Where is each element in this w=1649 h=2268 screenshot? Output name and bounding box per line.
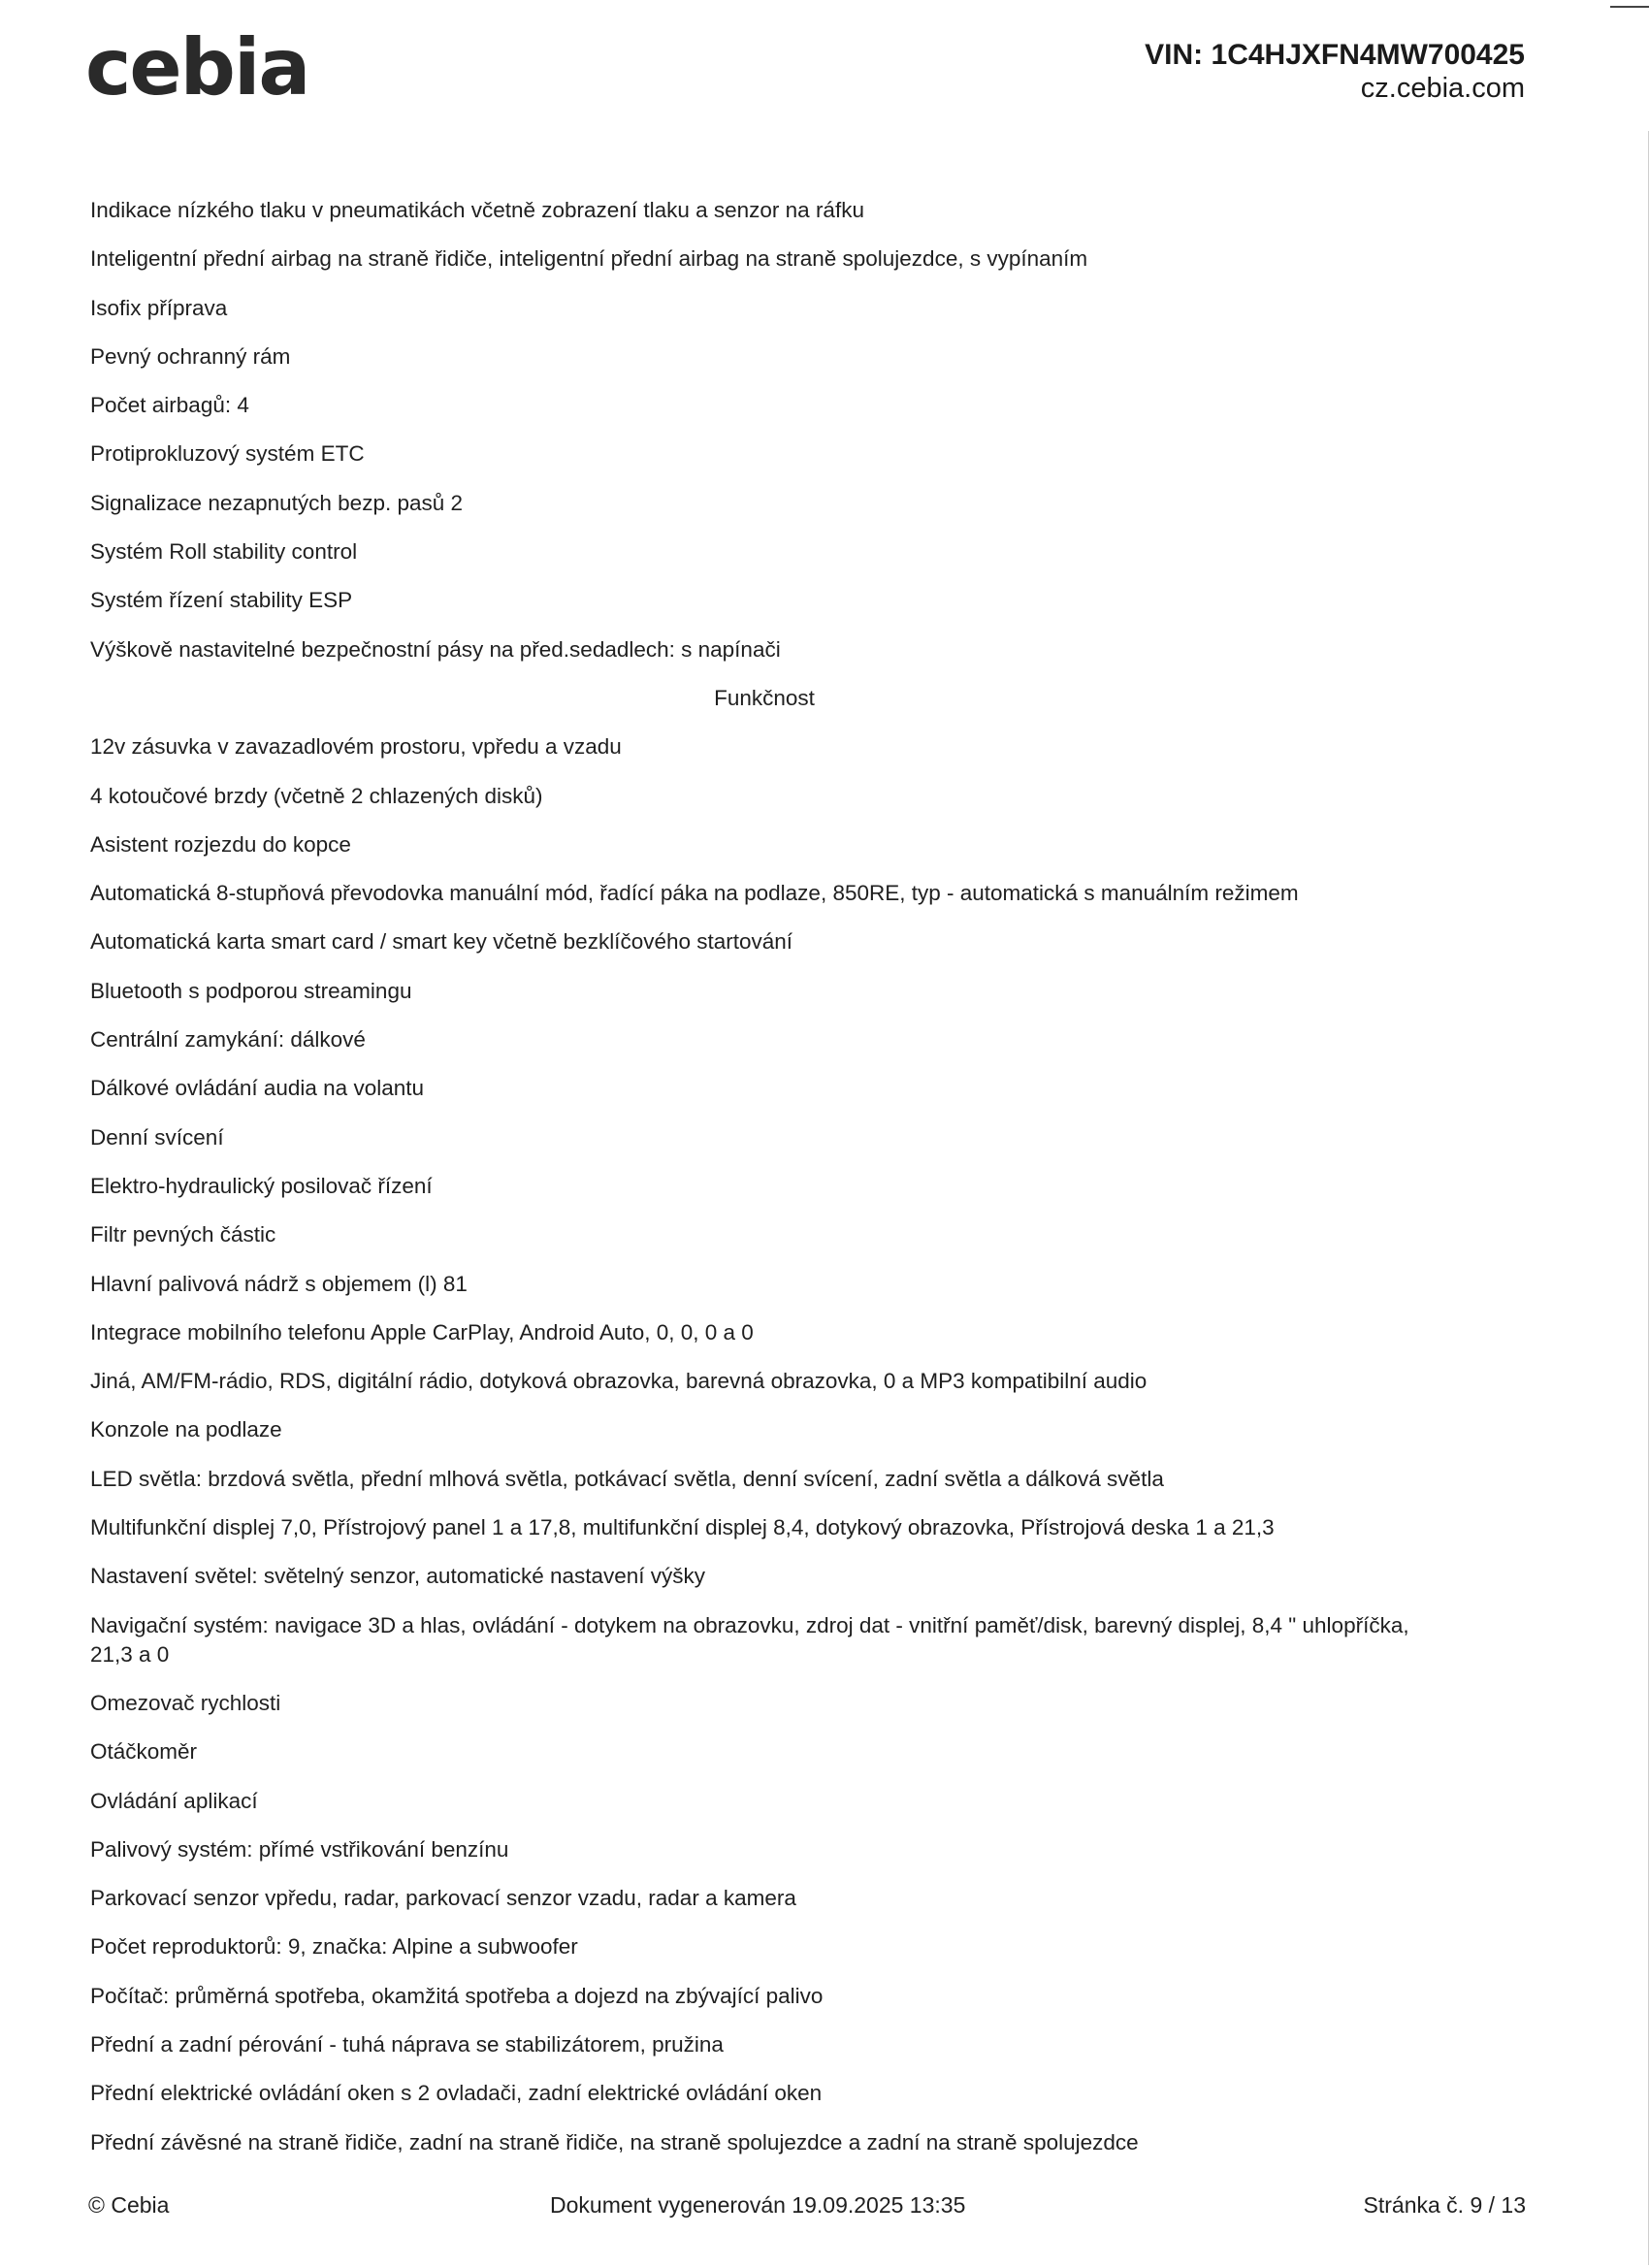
equipment-item: Denní svícení <box>90 1124 224 1150</box>
equipment-item: Počet reproduktorů: 9, značka: Alpine a subwoofer <box>90 1934 578 1960</box>
equipment-item: Inteligentní přední airbag na straně řidiče, inteligentní přední airbag na straně spolujezdce, s vypínaním <box>90 246 1088 272</box>
equipment-item: Automatická karta smart card / smart key včetně bezklíčového startování <box>90 929 793 955</box>
equipment-item: Počítač: průměrná spotřeba, okamžitá spotřeba a dojezd na zbývající palivo <box>90 1983 824 2008</box>
equipment-item: Isofix příprava <box>90 295 228 320</box>
equipment-item: Automatická 8-stupňová převodovka manuální mód, řadící páka na podlaze, 850RE, typ - automatická s manuálním režimem <box>90 881 1299 906</box>
vin-number: VIN: 1C4HJXFN4MW700425 <box>1145 39 1525 71</box>
equipment-item: Parkovací senzor vpředu, radar, parkovací senzor vzadu, radar a kamera <box>90 1886 796 1911</box>
equipment-item: Protiprokluzový systém ETC <box>90 441 365 467</box>
equipment-item: Systém řízení stability ESP <box>90 588 353 613</box>
equipment-item: Jiná, AM/FM-rádio, RDS, digitální rádio, dotyková obrazovka, barevná obrazovka, 0 a MP3 kompatibilní audio <box>90 1369 1148 1394</box>
equipment-item: Navigační systém: navigace 3D a hlas, ovládání - dotykem na obrazovku, zdroj dat - vnitřní paměť/disk, barevný displej, 8,4 " uhlopříčka, 21,3 a 0 <box>90 1612 1409 1667</box>
equipment-item: Ovládání aplikací <box>90 1788 258 1813</box>
equipment-item: Filtr pevných částic <box>90 1222 276 1247</box>
equipment-item: Konzole na podlaze <box>90 1417 282 1442</box>
equipment-item: LED světla: brzdová světla, přední mlhová světla, potkávací světla, denní svícení, zadní světla a dálková světla <box>90 1466 1164 1491</box>
equipment-item: Systém Roll stability control <box>90 539 358 565</box>
equipment-item: Elektro-hydraulický posilovač řízení <box>90 1173 433 1198</box>
equipment-item: Integrace mobilního telefonu Apple CarPlay, Android Auto, 0, 0, 0 a 0 <box>90 1319 754 1345</box>
footer-copyright: © Cebia <box>88 2192 170 2218</box>
equipment-item: 4 kotoučové brzdy (včetně 2 chlazených disků) <box>90 783 543 808</box>
equipment-item: Multifunkční displej 7,0, Přístrojový panel 1 a 17,8, multifunkční displej 8,4, dotykový obrazovka, Přístrojová deska 1 a 21,3 <box>90 1515 1275 1540</box>
site-url: cz.cebia.com <box>1360 73 1525 104</box>
equipment-item: Centrální zamykání: dálkové <box>90 1027 366 1053</box>
vin-block <box>1145 39 1525 105</box>
equipment-item: Signalizace nezapnutých bezp. pasů 2 <box>90 490 464 515</box>
equipment-item: Hlavní palivová nádrž s objemem (l) 81 <box>90 1271 468 1296</box>
section-heading-funkcnost: Funkčnost <box>714 685 815 710</box>
equipment-item: Asistent rozjezdu do kopce <box>90 831 351 857</box>
equipment-item: Bluetooth s podporou streamingu <box>90 978 412 1003</box>
page-header <box>0 0 1649 136</box>
equipment-item: Přední elektrické ovládání oken s 2 ovladači, zadní elektrické ovládání oken <box>90 2081 823 2106</box>
page-footer <box>0 2192 1649 2231</box>
footer-generated-date: Dokument vygenerován 19.09.2025 13:35 <box>550 2192 966 2218</box>
equipment-item: Nastavení světel: světelný senzor, automatické nastavení výšky <box>90 1564 706 1589</box>
equipment-item: Indikace nízkého tlaku v pneumatikách včetně zobrazení tlaku a senzor na ráfku <box>90 198 864 222</box>
equipment-item: Pevný ochranný rám <box>90 343 291 369</box>
equipment-item: Počet airbagů: 4 <box>90 393 249 418</box>
equipment-item: Výškově nastavitelné bezpečnostní pásy na před.sedadlech: s napínači <box>90 636 781 662</box>
equipment-item: 12v zásuvka v zavazadlovém prostoru, vpředu a vzadu <box>90 734 622 760</box>
cebia-logo: cebia <box>85 22 309 113</box>
equipment-item: Palivový systém: přímé vstřikování benzínu <box>90 1836 509 1862</box>
equipment-item: Otáčkoměr <box>90 1739 198 1765</box>
equipment-list <box>90 196 1468 2177</box>
equipment-item: Dálkové ovládání audia na volantu <box>90 1076 424 1101</box>
footer-page-number: Stránka č. 9 / 13 <box>1363 2192 1526 2218</box>
equipment-item: Přední a zadní pérování - tuhá náprava se stabilizátorem, pružina <box>90 2031 724 2057</box>
equipment-item: Omezovač rychlosti <box>90 1690 281 1715</box>
equipment-item: Přední závěsné na straně řidiče, zadní na straně řidiče, na straně spolujezdce a zadní na straně spolujezdce <box>90 2129 1139 2155</box>
